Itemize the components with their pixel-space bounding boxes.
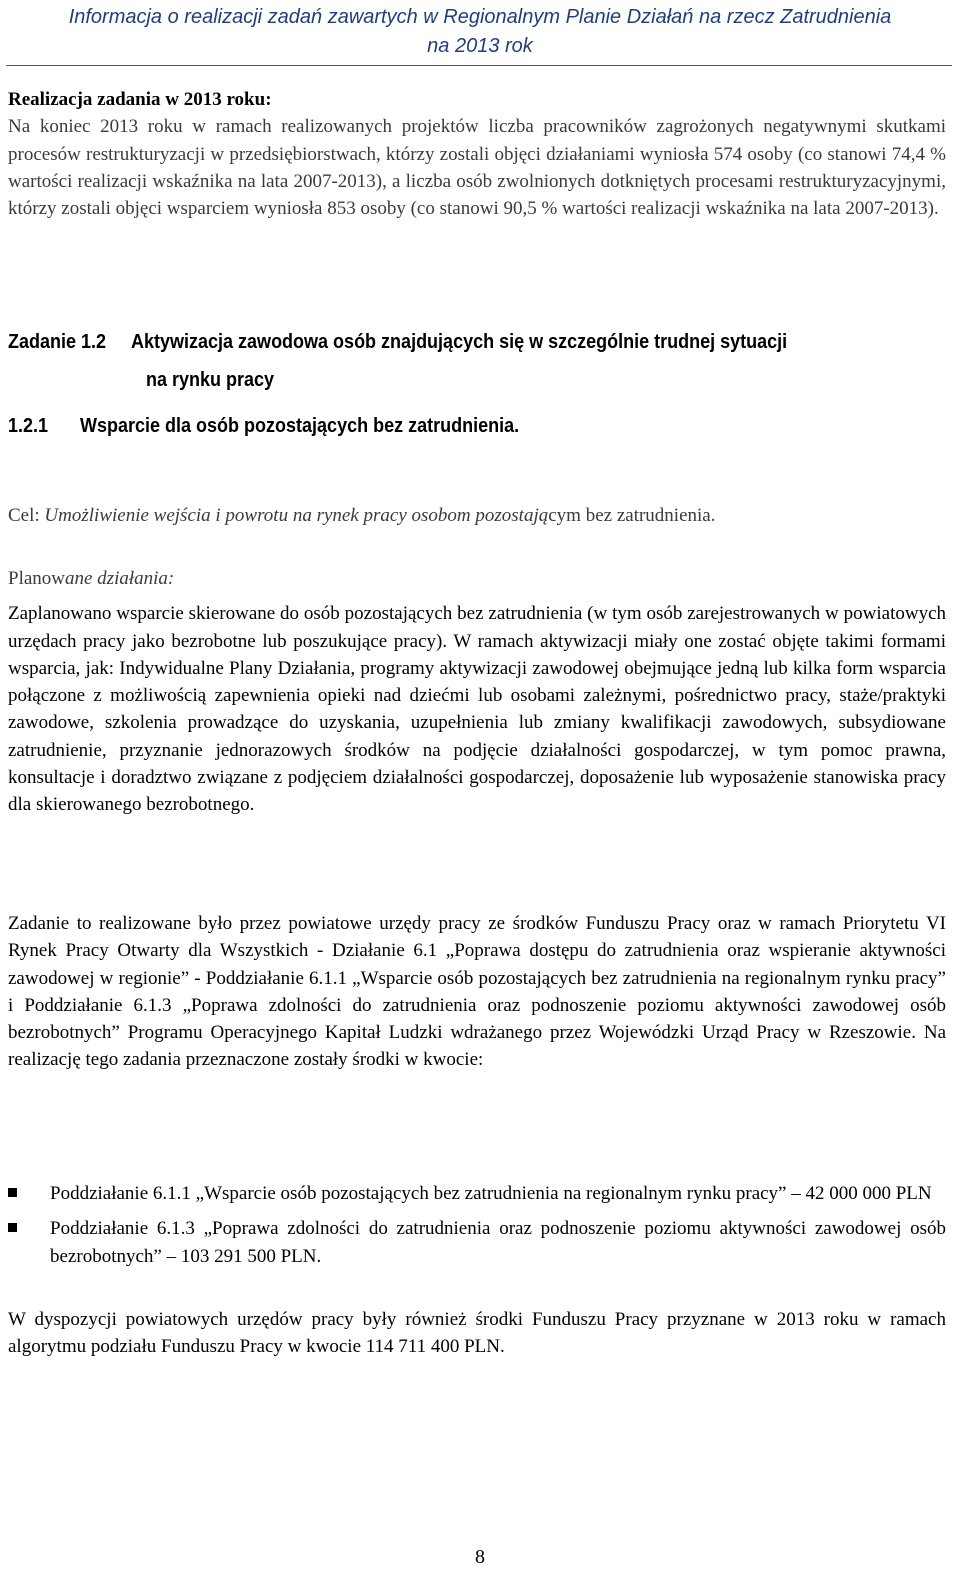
section-heading: Realizacja zadania w 2013 roku: bbox=[8, 89, 272, 110]
task-title-row-2 bbox=[8, 359, 946, 399]
task-title-line-1: Aktywizacja zawodowa osób znajdujących się w szczególnie trudnej sytuacji bbox=[131, 331, 788, 353]
section-realizacja bbox=[8, 86, 946, 222]
header-rule bbox=[6, 65, 952, 66]
task-number: Zadanie 1.2 bbox=[8, 331, 107, 353]
planned-paragraph-2: Zadanie to realizowane było przez powiatowe urzędy pracy ze środków Funduszu Pracy oraz w ramach Priorytetu VI Rynek Pracy Otwarty dla Wszystkich - Działanie 6.1 „Poprawa dostępu do zatrudnienia oraz wspieranie aktywności zawodowej w regionie” - Poddziałanie 6.1.1 „Wsparcie osób pozostających bez zatrudnienia na regionalnym rynku pracy” i Poddziałanie 6.1.3 „Poprawa zdolności do zatrudnienia oraz podnoszenie poziomu aktywności zawodowej osób bezrobotnych” Programu Operacyjnego Kapitał Ludzki wdrażanego przez Wojewódzki Urząd Pracy w Rzeszowie. Na realizację tego zadania przeznaczone zostały środki w kwocie: bbox=[8, 913, 946, 1071]
list-item-text: Poddziałanie 6.1.3 „Poprawa zdolności do zatrudnienia oraz podnoszenie poziomu aktywności zawodowej osób bezrobotnych” – 103 291 500 PLN. bbox=[50, 1218, 946, 1267]
planned-label-italic: ane działania: bbox=[65, 568, 175, 589]
goal-text-plain: cym bez zatrudnienia. bbox=[548, 505, 716, 526]
list-item bbox=[8, 1215, 946, 1270]
funding-list bbox=[8, 1180, 946, 1270]
header-line-2: na 2013 rok bbox=[427, 35, 533, 57]
planned-paragraph-3: W dyspozycji powiatowych urzędów pracy były również środki Funduszu Pracy przyznane w 2013 roku w ramach algorytmu podziału Funduszu Pracy w kwocie 114 711 400 PLN. bbox=[8, 1309, 946, 1358]
subtask-row bbox=[8, 399, 946, 439]
goal-text-italic: Umożliwienie wejścia i powrotu na rynek pracy osobom pozostają bbox=[44, 505, 549, 526]
planned-actions bbox=[8, 565, 946, 819]
goal-line bbox=[8, 502, 946, 529]
list-item bbox=[8, 1180, 946, 1207]
subtask-title: Wsparcie dla osób pozostających bez zatrudnienia. bbox=[80, 415, 520, 437]
task-heading bbox=[8, 323, 946, 439]
funding-paragraph bbox=[8, 910, 946, 1074]
running-header bbox=[0, 0, 960, 61]
goal-label: Cel: bbox=[8, 505, 40, 526]
task-title-line-2: na rynku pracy bbox=[146, 369, 275, 391]
task-title-row bbox=[8, 323, 946, 359]
page-number: 8 bbox=[475, 1546, 485, 1568]
planned-label-plain: Planow bbox=[8, 568, 65, 589]
header-line-1: Informacja o realizacji zadań zawartych w Regionalnym Planie Działań na rzecz Zatrudnienia bbox=[68, 6, 892, 28]
bullet-square-icon bbox=[8, 1223, 17, 1232]
section-body: Na koniec 2013 roku w ramach realizowanych projektów liczba pracowników zagrożonych negatywnymi skutkami procesów restrukturyzacji w przedsiębiorstwach, którzy zostali objęci działaniami wyniosła 574 osoby (co stanowi 74,4 % wartości realizacji wskaźnika na lata 2007-2013), a liczba osób zwolnionych dotkniętych procesami restrukturyzacyjnymi, którzy zostali objęci wsparciem wyniosła 853 osoby (co stanowi 90,5 % wartości realizacji wskaźnika na lata 2007-2013). bbox=[8, 116, 946, 220]
list-item-text: Poddziałanie 6.1.1 „Wsparcie osób pozostających bez zatrudnienia na regionalnym rynku pracy” – 42 000 000 PLN bbox=[50, 1183, 932, 1204]
planned-paragraph-1: Zaplanowano wsparcie skierowane do osób pozostających bez zatrudnienia (w tym osób zarejestrowanych w powiatowych urzędach pracy jako bezrobotne lub poszukujące pracy). W ramach aktywizacji miały one zostać objęte takimi formami wsparcia, jak: Indywidualne Plany Działania, programy aktywizacji zawodowej obejmujące jedną lub kilka form wsparcia połączone z możliwością zapewnienia opieki nad dziećmi lub osobami zależnymi, pośrednictwo pracy, staże/praktyki zawodowe, szkolenia prowadzące do uzyskania, uzupełnienia lub zmiany kwalifikacji zawodowych, subsydiowane zatrudnienie, przyznanie jednorazowych środków na podjęcie działalności gospodarczej, w tym pomoc prawna, konsultacje i doradztwo związane z podjęciem działalności gospodarczej, doposażenie lub wyposażenie stanowiska pracy dla skierowanego bezrobotnego. bbox=[8, 603, 946, 816]
subtask-number: 1.2.1 bbox=[8, 415, 49, 437]
labour-fund-paragraph bbox=[8, 1306, 946, 1361]
bullet-square-icon bbox=[8, 1188, 17, 1197]
